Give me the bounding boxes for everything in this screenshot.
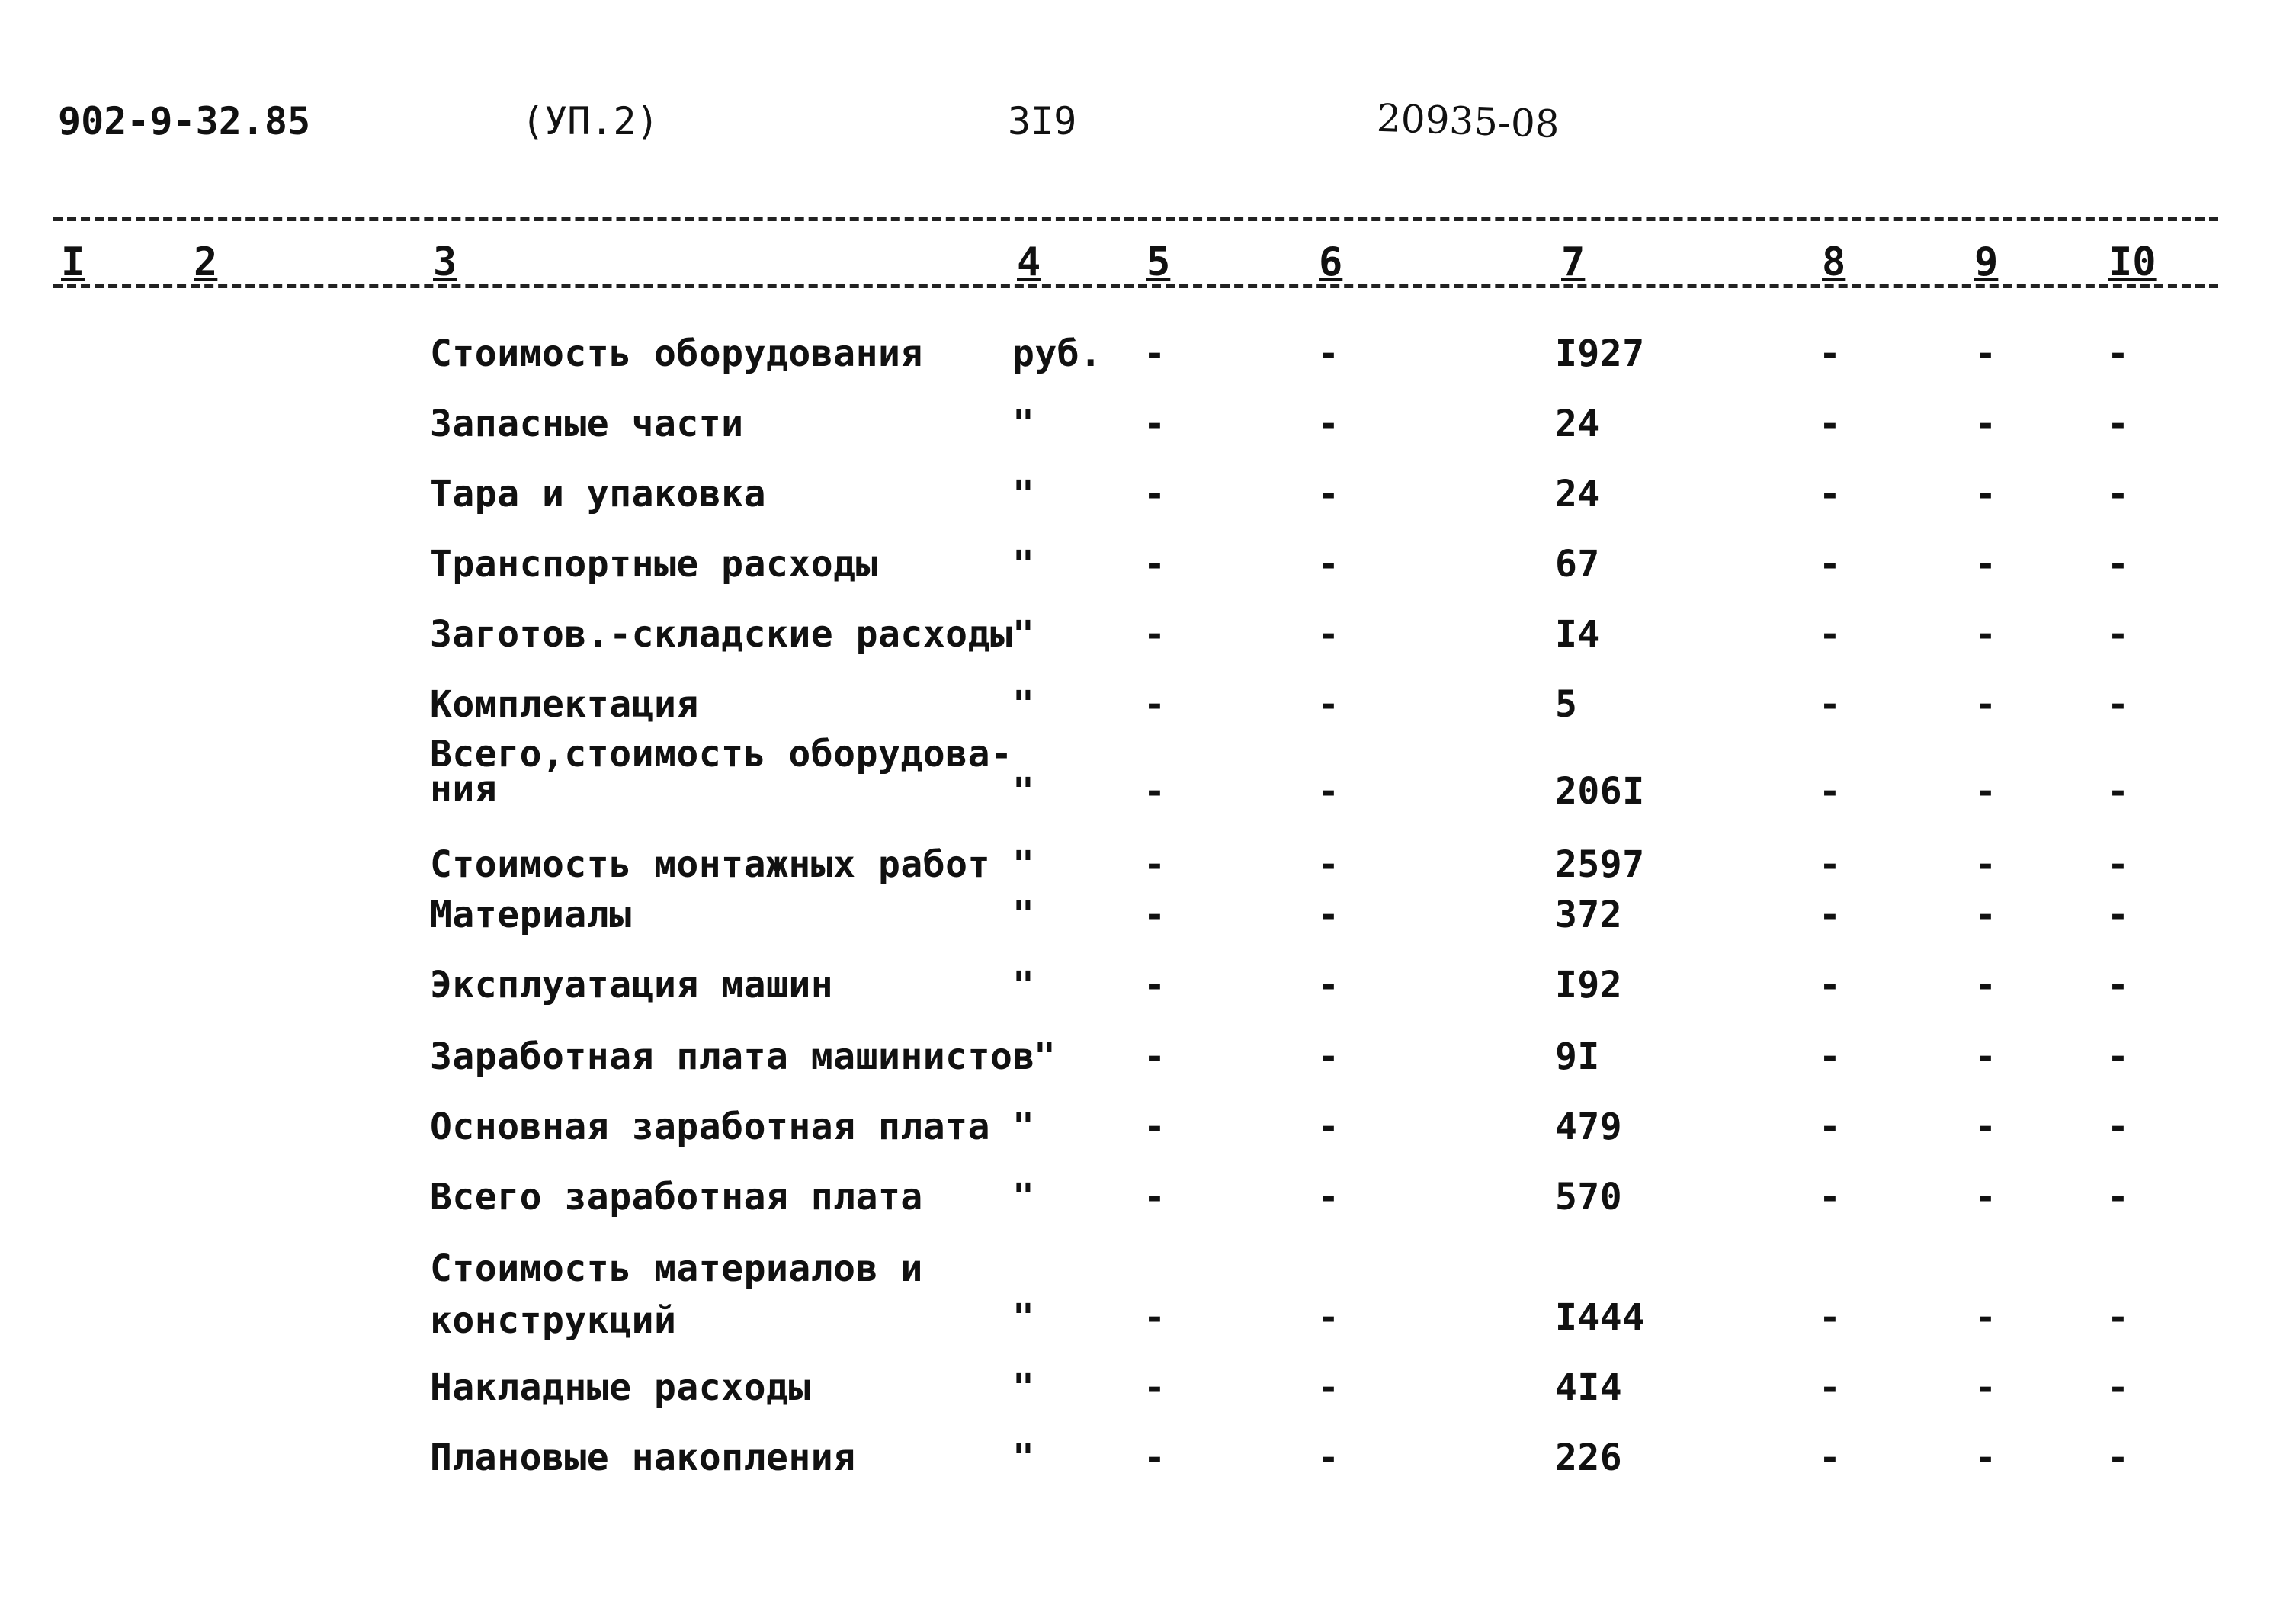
row-col8: - bbox=[1819, 770, 1842, 813]
row-col6: - bbox=[1317, 1106, 1340, 1148]
row-col8: - bbox=[1819, 613, 1842, 656]
row-col9: - bbox=[1974, 770, 1997, 813]
row-col5: - bbox=[1143, 473, 1166, 515]
row-name-line1: Стоимость материалов и bbox=[430, 1247, 923, 1290]
row-col8: - bbox=[1819, 543, 1842, 586]
row-unit: " bbox=[1012, 403, 1035, 445]
row-unit: руб. bbox=[1012, 332, 1102, 375]
column-header-6: 6 bbox=[1319, 239, 1343, 285]
row-col5: - bbox=[1143, 894, 1166, 936]
row-col9: - bbox=[1974, 964, 1997, 1006]
column-header-5: 5 bbox=[1146, 239, 1171, 285]
row-col6: - bbox=[1317, 1296, 1340, 1339]
row-unit: " bbox=[1012, 894, 1035, 936]
column-header-9: 9 bbox=[1974, 239, 1999, 285]
row-col6: - bbox=[1317, 683, 1340, 726]
row-col8: - bbox=[1819, 1035, 1842, 1078]
row-col9: - bbox=[1974, 403, 1997, 445]
row-col5: - bbox=[1143, 683, 1166, 726]
header-rule-top bbox=[53, 217, 2218, 221]
column-header-3: 3 bbox=[433, 239, 457, 285]
row-name: Заготов.-складские расходы bbox=[430, 613, 1013, 656]
row-col5: - bbox=[1143, 843, 1166, 886]
row-col6: - bbox=[1317, 1366, 1340, 1409]
row-col8: - bbox=[1819, 332, 1842, 375]
row-col8: - bbox=[1819, 1176, 1842, 1218]
row-col7: 24 bbox=[1555, 403, 1600, 445]
row-col8: - bbox=[1819, 1106, 1842, 1148]
row-col6: - bbox=[1317, 1176, 1340, 1218]
row-col10: - bbox=[2107, 843, 2130, 886]
row-unit: " bbox=[1034, 1035, 1057, 1078]
row-name: Накладные расходы bbox=[430, 1366, 811, 1409]
row-col9: - bbox=[1974, 1176, 1997, 1218]
row-col10: - bbox=[2107, 613, 2130, 656]
row-col5: - bbox=[1143, 1296, 1166, 1339]
row-col7: 206I bbox=[1555, 770, 1645, 813]
row-unit: " bbox=[1012, 1436, 1035, 1479]
row-name: Всего заработная плата bbox=[430, 1176, 923, 1218]
row-col10: - bbox=[2107, 543, 2130, 586]
row-col10: - bbox=[2107, 770, 2130, 813]
row-unit: " bbox=[1012, 473, 1035, 515]
column-header-7: 7 bbox=[1561, 239, 1586, 285]
row-col7: 226 bbox=[1555, 1436, 1623, 1479]
row-col5: - bbox=[1143, 332, 1166, 375]
column-header-10: I0 bbox=[2108, 239, 2157, 285]
column-header-1: I bbox=[61, 239, 85, 285]
row-col8: - bbox=[1819, 894, 1842, 936]
row-col8: - bbox=[1819, 1436, 1842, 1479]
row-col10: - bbox=[2107, 1296, 2130, 1339]
row-unit: " bbox=[1012, 843, 1035, 886]
row-col10: - bbox=[2107, 403, 2130, 445]
row-name-line2: конструкций bbox=[430, 1299, 677, 1342]
row-col5: - bbox=[1143, 543, 1166, 586]
row-col6: - bbox=[1317, 770, 1340, 813]
row-col7: 5 bbox=[1555, 683, 1578, 726]
row-col5: - bbox=[1143, 1176, 1166, 1218]
row-col10: - bbox=[2107, 1366, 2130, 1409]
row-col9: - bbox=[1974, 1436, 1997, 1479]
row-col8: - bbox=[1819, 843, 1842, 886]
row-unit: " bbox=[1012, 1296, 1035, 1339]
row-unit: " bbox=[1012, 770, 1035, 813]
row-col5: - bbox=[1143, 1366, 1166, 1409]
row-col5: - bbox=[1143, 403, 1166, 445]
row-col10: - bbox=[2107, 1035, 2130, 1078]
row-col5: - bbox=[1143, 964, 1166, 1006]
row-name: Тара и упаковка bbox=[430, 473, 766, 515]
row-col10: - bbox=[2107, 683, 2130, 726]
row-col10: - bbox=[2107, 473, 2130, 515]
row-col7: 9I bbox=[1555, 1035, 1600, 1078]
row-unit: " bbox=[1012, 1366, 1035, 1409]
row-name bbox=[430, 1243, 923, 1347]
row-name: Заработная плата машинистов bbox=[430, 1035, 1035, 1078]
row-col9: - bbox=[1974, 1035, 1997, 1078]
row-col8: - bbox=[1819, 964, 1842, 1006]
row-col6: - bbox=[1317, 332, 1340, 375]
row-col8: - bbox=[1819, 1366, 1842, 1409]
row-col9: - bbox=[1974, 894, 1997, 936]
page-number: 3I9 bbox=[1008, 99, 1077, 143]
row-name: Стоимость монтажных работ bbox=[430, 843, 990, 886]
row-name-line1: Всего,стоимость оборудова- bbox=[430, 733, 1013, 775]
row-col8: - bbox=[1819, 473, 1842, 515]
section-label: (УП.2) bbox=[521, 99, 659, 143]
column-header-4: 4 bbox=[1017, 239, 1041, 285]
row-col7: 4I4 bbox=[1555, 1366, 1623, 1409]
row-col7: 479 bbox=[1555, 1106, 1623, 1148]
row-col10: - bbox=[2107, 964, 2130, 1006]
row-name: Плановые накопления bbox=[430, 1436, 856, 1479]
row-col5: - bbox=[1143, 1436, 1166, 1479]
row-col6: - bbox=[1317, 473, 1340, 515]
row-name: Основная заработная плата bbox=[430, 1106, 990, 1148]
row-col7: 372 bbox=[1555, 894, 1623, 936]
column-header-8: 8 bbox=[1822, 239, 1846, 285]
row-col9: - bbox=[1974, 1296, 1997, 1339]
row-name-line2: ния bbox=[430, 768, 498, 810]
row-col5: - bbox=[1143, 1035, 1166, 1078]
row-col10: - bbox=[2107, 332, 2130, 375]
row-col7: I444 bbox=[1555, 1296, 1645, 1339]
row-col7: I927 bbox=[1555, 332, 1645, 375]
row-col5: - bbox=[1143, 1106, 1166, 1148]
row-unit: " bbox=[1012, 1176, 1035, 1218]
row-col6: - bbox=[1317, 403, 1340, 445]
row-col10: - bbox=[2107, 1436, 2130, 1479]
row-col9: - bbox=[1974, 683, 1997, 726]
row-col8: - bbox=[1819, 403, 1842, 445]
row-col6: - bbox=[1317, 843, 1340, 886]
row-unit: " bbox=[1012, 683, 1035, 726]
row-name bbox=[430, 733, 1013, 810]
row-name: Запасные части bbox=[430, 403, 744, 445]
row-col10: - bbox=[2107, 894, 2130, 936]
row-col5: - bbox=[1143, 770, 1166, 813]
row-col6: - bbox=[1317, 1035, 1340, 1078]
row-col8: - bbox=[1819, 683, 1842, 726]
row-col10: - bbox=[2107, 1176, 2130, 1218]
row-col6: - bbox=[1317, 613, 1340, 656]
row-unit: " bbox=[1012, 613, 1035, 656]
row-col6: - bbox=[1317, 964, 1340, 1006]
row-unit: " bbox=[1012, 1106, 1035, 1148]
row-col9: - bbox=[1974, 543, 1997, 586]
row-col7: I92 bbox=[1555, 964, 1623, 1006]
row-name: Эксплуатация машин bbox=[430, 964, 834, 1006]
row-col7: I4 bbox=[1555, 613, 1600, 656]
row-col7: 67 bbox=[1555, 543, 1600, 586]
row-name: Транспортные расходы bbox=[430, 543, 878, 586]
row-col6: - bbox=[1317, 894, 1340, 936]
row-col7: 570 bbox=[1555, 1176, 1623, 1218]
row-unit: " bbox=[1012, 964, 1035, 1006]
header-rule-bottom bbox=[53, 284, 2218, 288]
row-col7: 24 bbox=[1555, 473, 1600, 515]
row-col9: - bbox=[1974, 1366, 1997, 1409]
row-col5: - bbox=[1143, 613, 1166, 656]
row-col7: 2597 bbox=[1555, 843, 1645, 886]
row-col10: - bbox=[2107, 1106, 2130, 1148]
row-name: Материалы bbox=[430, 894, 632, 936]
column-header-2: 2 bbox=[194, 239, 218, 285]
row-col9: - bbox=[1974, 613, 1997, 656]
row-name: Комплектация bbox=[430, 683, 699, 726]
row-col8: - bbox=[1819, 1296, 1842, 1339]
row-col9: - bbox=[1974, 1106, 1997, 1148]
row-col6: - bbox=[1317, 1436, 1340, 1479]
document-code: 902-9-32.85 bbox=[58, 99, 311, 143]
row-name: Стоимость оборудования bbox=[430, 332, 923, 375]
row-col6: - bbox=[1317, 543, 1340, 586]
row-col9: - bbox=[1974, 843, 1997, 886]
inventory-number: 20935-08 bbox=[1376, 95, 1560, 147]
row-unit: " bbox=[1012, 543, 1035, 586]
row-col9: - bbox=[1974, 473, 1997, 515]
row-col9: - bbox=[1974, 332, 1997, 375]
